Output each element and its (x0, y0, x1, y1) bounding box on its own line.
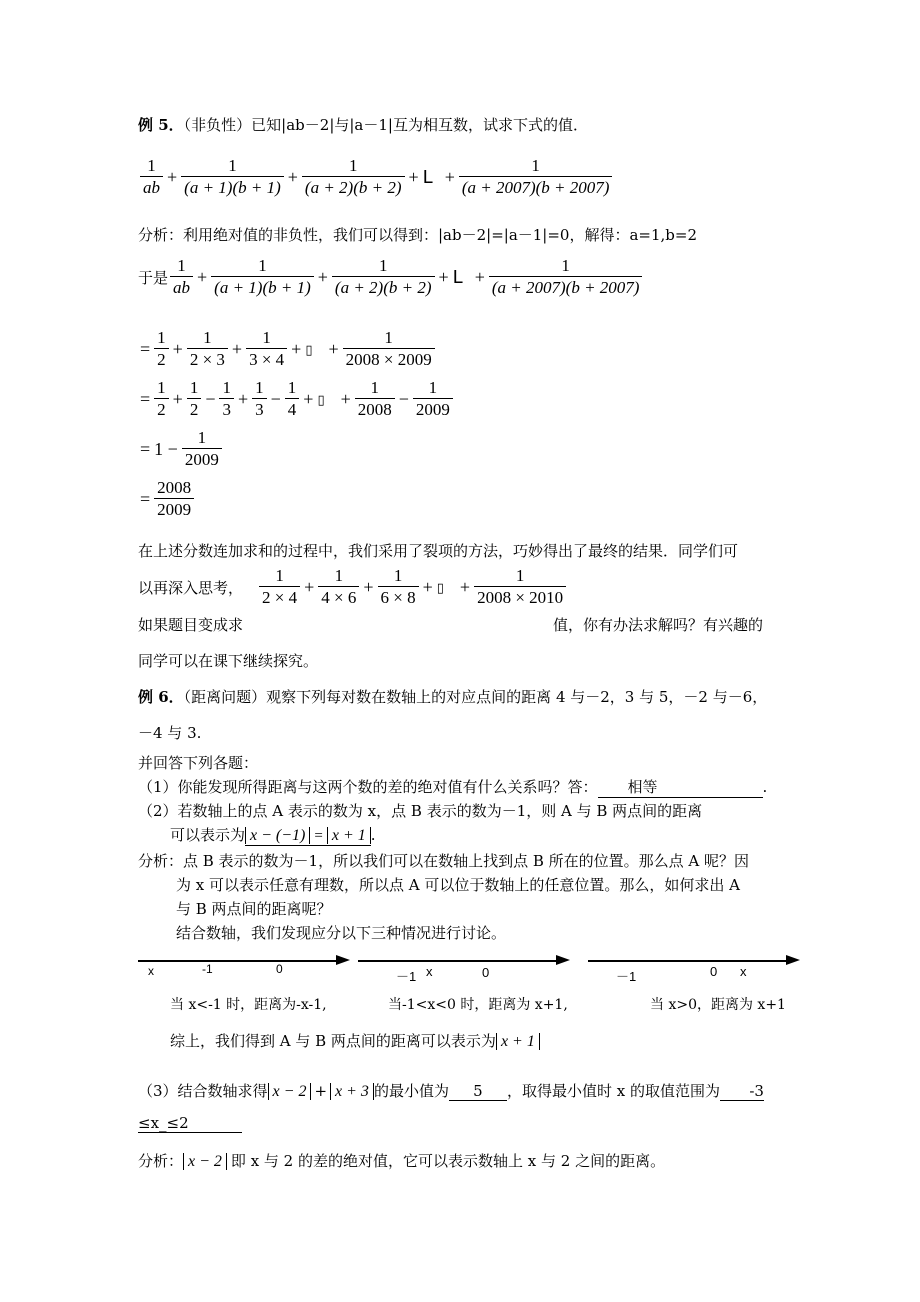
ex5-if-question: 如果题目变成求 (138, 616, 244, 634)
ex6-q2b: 可以表示为 x − (−1) = x + 1 . (170, 826, 376, 844)
tick-x: x (148, 964, 154, 978)
ex5-formula: $\frac{1}{ab}$ + $\frac{1}{(a + 1)(b + 1)}$ + $\frac{1}{(a + 2)(b + 2)}$ + L + $\frac{1}{(a + 2007)(b + 2007)}$ (138, 156, 614, 199)
q1-answer-blank: 相等 (598, 776, 763, 798)
q3-range-blank-b: ≤x_≤2 (138, 1114, 242, 1133)
tick-minus-one: －1 (396, 969, 417, 984)
fraction: $\frac{1}{(a + 1)(b + 1)}$ (181, 156, 284, 199)
ex5-analysis: 分析：利用绝对值的非负性，我们可以得到：|ab－2|=|a－1|=0，解得：a=1,b=2 (138, 226, 698, 244)
tick-x: x (740, 964, 747, 979)
tick-x: x (426, 964, 433, 979)
ex5-value-text: 值，你有办法求解吗？有兴趣的 (553, 616, 764, 634)
ex5-formula-2: 于是 $\frac{1}{ab}$ + $\frac{1}{(a + 1)(b + 1)}$ + $\frac{1}{(a + 2)(b + 2)}$ + L + $\frac{1}{(a + 2007)(b + 2007)}$ (138, 256, 644, 299)
ex5-step-4: = $\frac{2008}{2009}$ (138, 478, 196, 521)
ex6-analysis-4: 结合数轴，我们发现应分以下三种情况进行讨论。 (176, 924, 507, 942)
tick-zero: 0 (710, 964, 718, 979)
ex6-analysis-3: 与 B 两点间的距离呢？ (176, 900, 332, 918)
ex5-title: 例 5． (138, 116, 184, 134)
ex5-step-2: = $\frac{1}{2}$ + $\frac{1}{2}$ − $\frac{1}{3}$ + $\frac{1}{3}$ − $\frac{1}{4}$ + ▯ + $\frac{1}{2008}$ − $\frac{1}{2009}$ (138, 378, 455, 421)
ex6-text: （距离问题）观察下列每对数在数轴上的对应点间的距离 4 与－2，3 与 5，－2 与－6， (183, 688, 768, 706)
case-1: 当 x<-1 时，距离为-x-1, (170, 997, 327, 1013)
case-3: 当 x>0，距离为 x+1 (650, 997, 786, 1013)
ex5-conclusion-3: 同学可以在课下继续探究。 (138, 652, 319, 670)
number-line-3 (588, 952, 800, 982)
fraction: $\frac{1}{(a + 2)(b + 2)}$ (302, 156, 405, 199)
q2-answer-blank: x − (−1) = x + 1 (245, 827, 371, 846)
ex6-q3-range (138, 1114, 242, 1133)
ex5-step-1: = $\frac{1}{2}$ + $\frac{1}{2 \times 3}$ + $\frac{1}{3 \times 4}$ + ▯ + $\frac{1}{2008 \times 2009}$ (138, 328, 437, 371)
ex5-text: （非负性）已知|ab－2|与|a－1|互为相互数，试求下式的值． (183, 116, 588, 134)
fraction: $\frac{1}{(a + 2007)(b + 2007)}$ (459, 156, 613, 199)
ex6-analysis-5: 分析： x − 2 即 x 与 2 的差的绝对值，它可以表示数轴上 x 与 2 之间的距离。 (138, 1152, 666, 1170)
q3-min-blank: 5 (449, 1082, 507, 1101)
tick-minus-one: －1 (616, 969, 637, 984)
tick-minus-one: -1 (202, 962, 213, 976)
ex5-heading (138, 114, 588, 135)
case-2: 当-1<x<0 时，距离为 x+1, (388, 997, 568, 1013)
ex6-q3: （3）结合数轴求得 x − 2 + x + 3 的最小值为 5 ，取得最小值时 x 的取值范围为 -3 (138, 1082, 764, 1100)
ex6-analysis-1: 分析：点 B 表示的数为－1，所以我们可以在数轴上找到点 B 所在的位置。那么点 A 呢？因 (138, 852, 750, 870)
ex6-q2a: （2）若数轴上的点 A 表示的数为 x，点 B 表示的数为－1，则 A 与 B 两点间的距离 (138, 802, 703, 820)
ex6-q1: （1）你能发现所得距离与这两个数的差的绝对值有什么关系吗？答： 相等 . (138, 778, 768, 796)
yushi-label: 于是 (138, 269, 169, 287)
number-line-1 (138, 952, 350, 982)
ex5-step-3: = 1 − $\frac{1}{2009}$ (138, 428, 224, 471)
fraction: $\frac{1}{ab}$ (140, 156, 163, 199)
ex6-analysis-2: 为 x 可以表示任意有理数，所以点 A 可以位于数轴上的任意位置。那么，如何求出 A (176, 876, 740, 894)
ex6-summary: 综上，我们得到 A 与 B 两点间的距离可以表示为 x + 1 (170, 1030, 540, 1051)
ex5-conclusion-1: 在上述分数连加求和的过程中，我们采用了裂项的方法，巧妙得出了最终的结果．同学们可 (138, 542, 739, 560)
ex5-conclusion-2: 以再深入思考， $\frac{1}{2 \times 4}$ + $\frac{1}{4 \times 6}$ + $\frac{1}{6 \times 8}$ + ▯ + $\frac{1}{2008 \times 2010}$ (138, 566, 568, 609)
ex6-answer-intro: 并回答下列各题： (138, 754, 259, 772)
number-line-2 (358, 952, 570, 982)
q3-range-blank-a: -3 (720, 1082, 764, 1101)
tick-zero: 0 (276, 962, 283, 976)
ex6-heading (138, 686, 767, 707)
ex6-text-2: －4 与 3. (138, 724, 202, 742)
ex6-title: 例 6． (138, 688, 184, 706)
tick-zero: 0 (482, 965, 490, 980)
